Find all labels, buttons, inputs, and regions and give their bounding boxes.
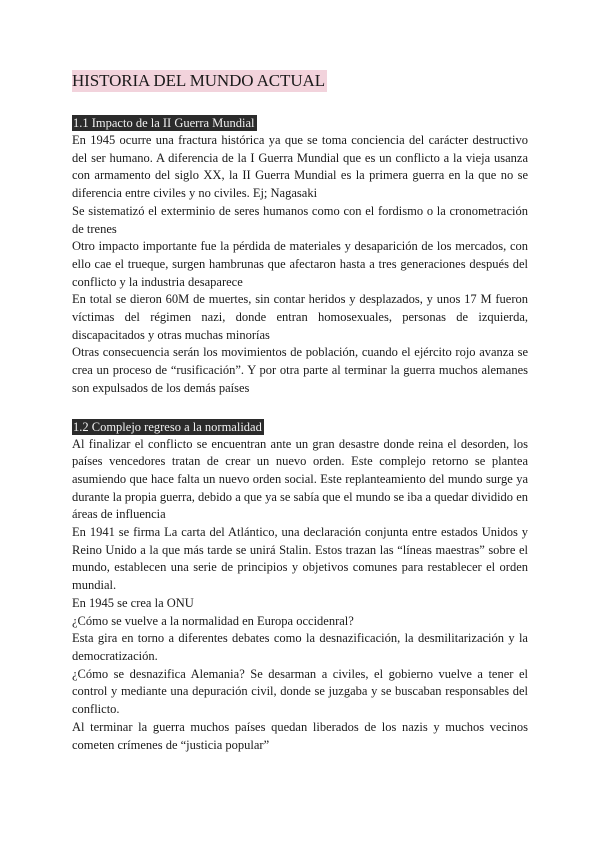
paragraph: En total se dieron 60M de muertes, sin contar heridos y desplazados, y unos 17 M fueron víctimas del régimen nazi, donde entran homosexuales, personas de izquierda, discapacitados y otras muchas minorías bbox=[72, 292, 528, 342]
paragraph: Se sistematizó el exterminio de seres humanos como con el fordismo o la cronometración de trenes bbox=[72, 203, 528, 236]
paragraph: Otras consecuencia serán los movimientos de población, cuando el ejército rojo avanza se crea un proceso de “rusificación”. Y por otra parte al terminar la guerra muchos alemanes son expulsados de los demás países bbox=[72, 345, 528, 395]
paragraph: En 1941 se firma La carta del Atlántico, una declaración conjunta entre estados Unidos y Reino Unido a la que más tarde se unirá Stalin. Estos trazan las “líneas maestras” sobre el mundo, establecen una serie de principios y objetivos comunes para restablecer el orden mundial. bbox=[72, 525, 528, 593]
paragraph: ¿Cómo se desnazifica Alemania? Se desarman a civiles, el gobierno vuelve a tener el control y mediante una depuración civil, donde se juzgaba y se buscaban responsables del conflicto. bbox=[72, 666, 528, 717]
paragraph: En 1945 se crea la ONU bbox=[72, 595, 194, 610]
paragraph: Al finalizar el conflicto se encuentran ante un gran desastre donde reina el desorden, los países vencedores tratan de crear un nuevo orden. Este complejo retorno se plantea asumiendo que hace falta un nuevo orden social. Este replanteamiento del mundo surge ya durante la propia guerra, debido a que ya se sabía que el mundo se iba a quedar dividido en áreas de influencia bbox=[72, 436, 528, 522]
document-title: HISTORIA DEL MUNDO ACTUAL bbox=[72, 71, 325, 90]
paragraph: Otro impacto importante fue la pérdida de materiales y desaparición de los mercados, con ello cae el trueque, surgen hambrunas que afectaron hasta a tres generaciones después del conflicto y la industria desaparece bbox=[72, 239, 528, 289]
paragraph: Al terminar la guerra muchos países quedan liberados de los nazis y muchos vecinos cometen crímenes de “justicia popular” bbox=[72, 719, 528, 752]
section-impact bbox=[72, 114, 528, 398]
section-heading: 1.1 Impacto de la II Guerra Mundial bbox=[73, 116, 255, 130]
document-page bbox=[72, 70, 528, 754]
paragraph: ¿Cómo se vuelve a la normalidad en Europa occidenral? bbox=[72, 613, 354, 628]
section-heading: 1.2 Complejo regreso a la normalidad bbox=[73, 419, 262, 434]
paragraph: En 1945 ocurre una fractura histórica ya que se toma conciencia del carácter destructivo del ser humano. A diferencia de la I Guerra Mundial que es un conflicto a la vieja usanza con armamento del siglo XX, la II Guerra Mundial es la primera guerra en la que no se diferencia entre civiles y no civiles. Ej; Nagasaki bbox=[72, 133, 528, 201]
section-return-to-normality bbox=[72, 418, 528, 755]
paragraph: Esta gira en torno a diferentes debates como la desnazificación, la desmilitarización y la democratización. bbox=[72, 631, 528, 663]
